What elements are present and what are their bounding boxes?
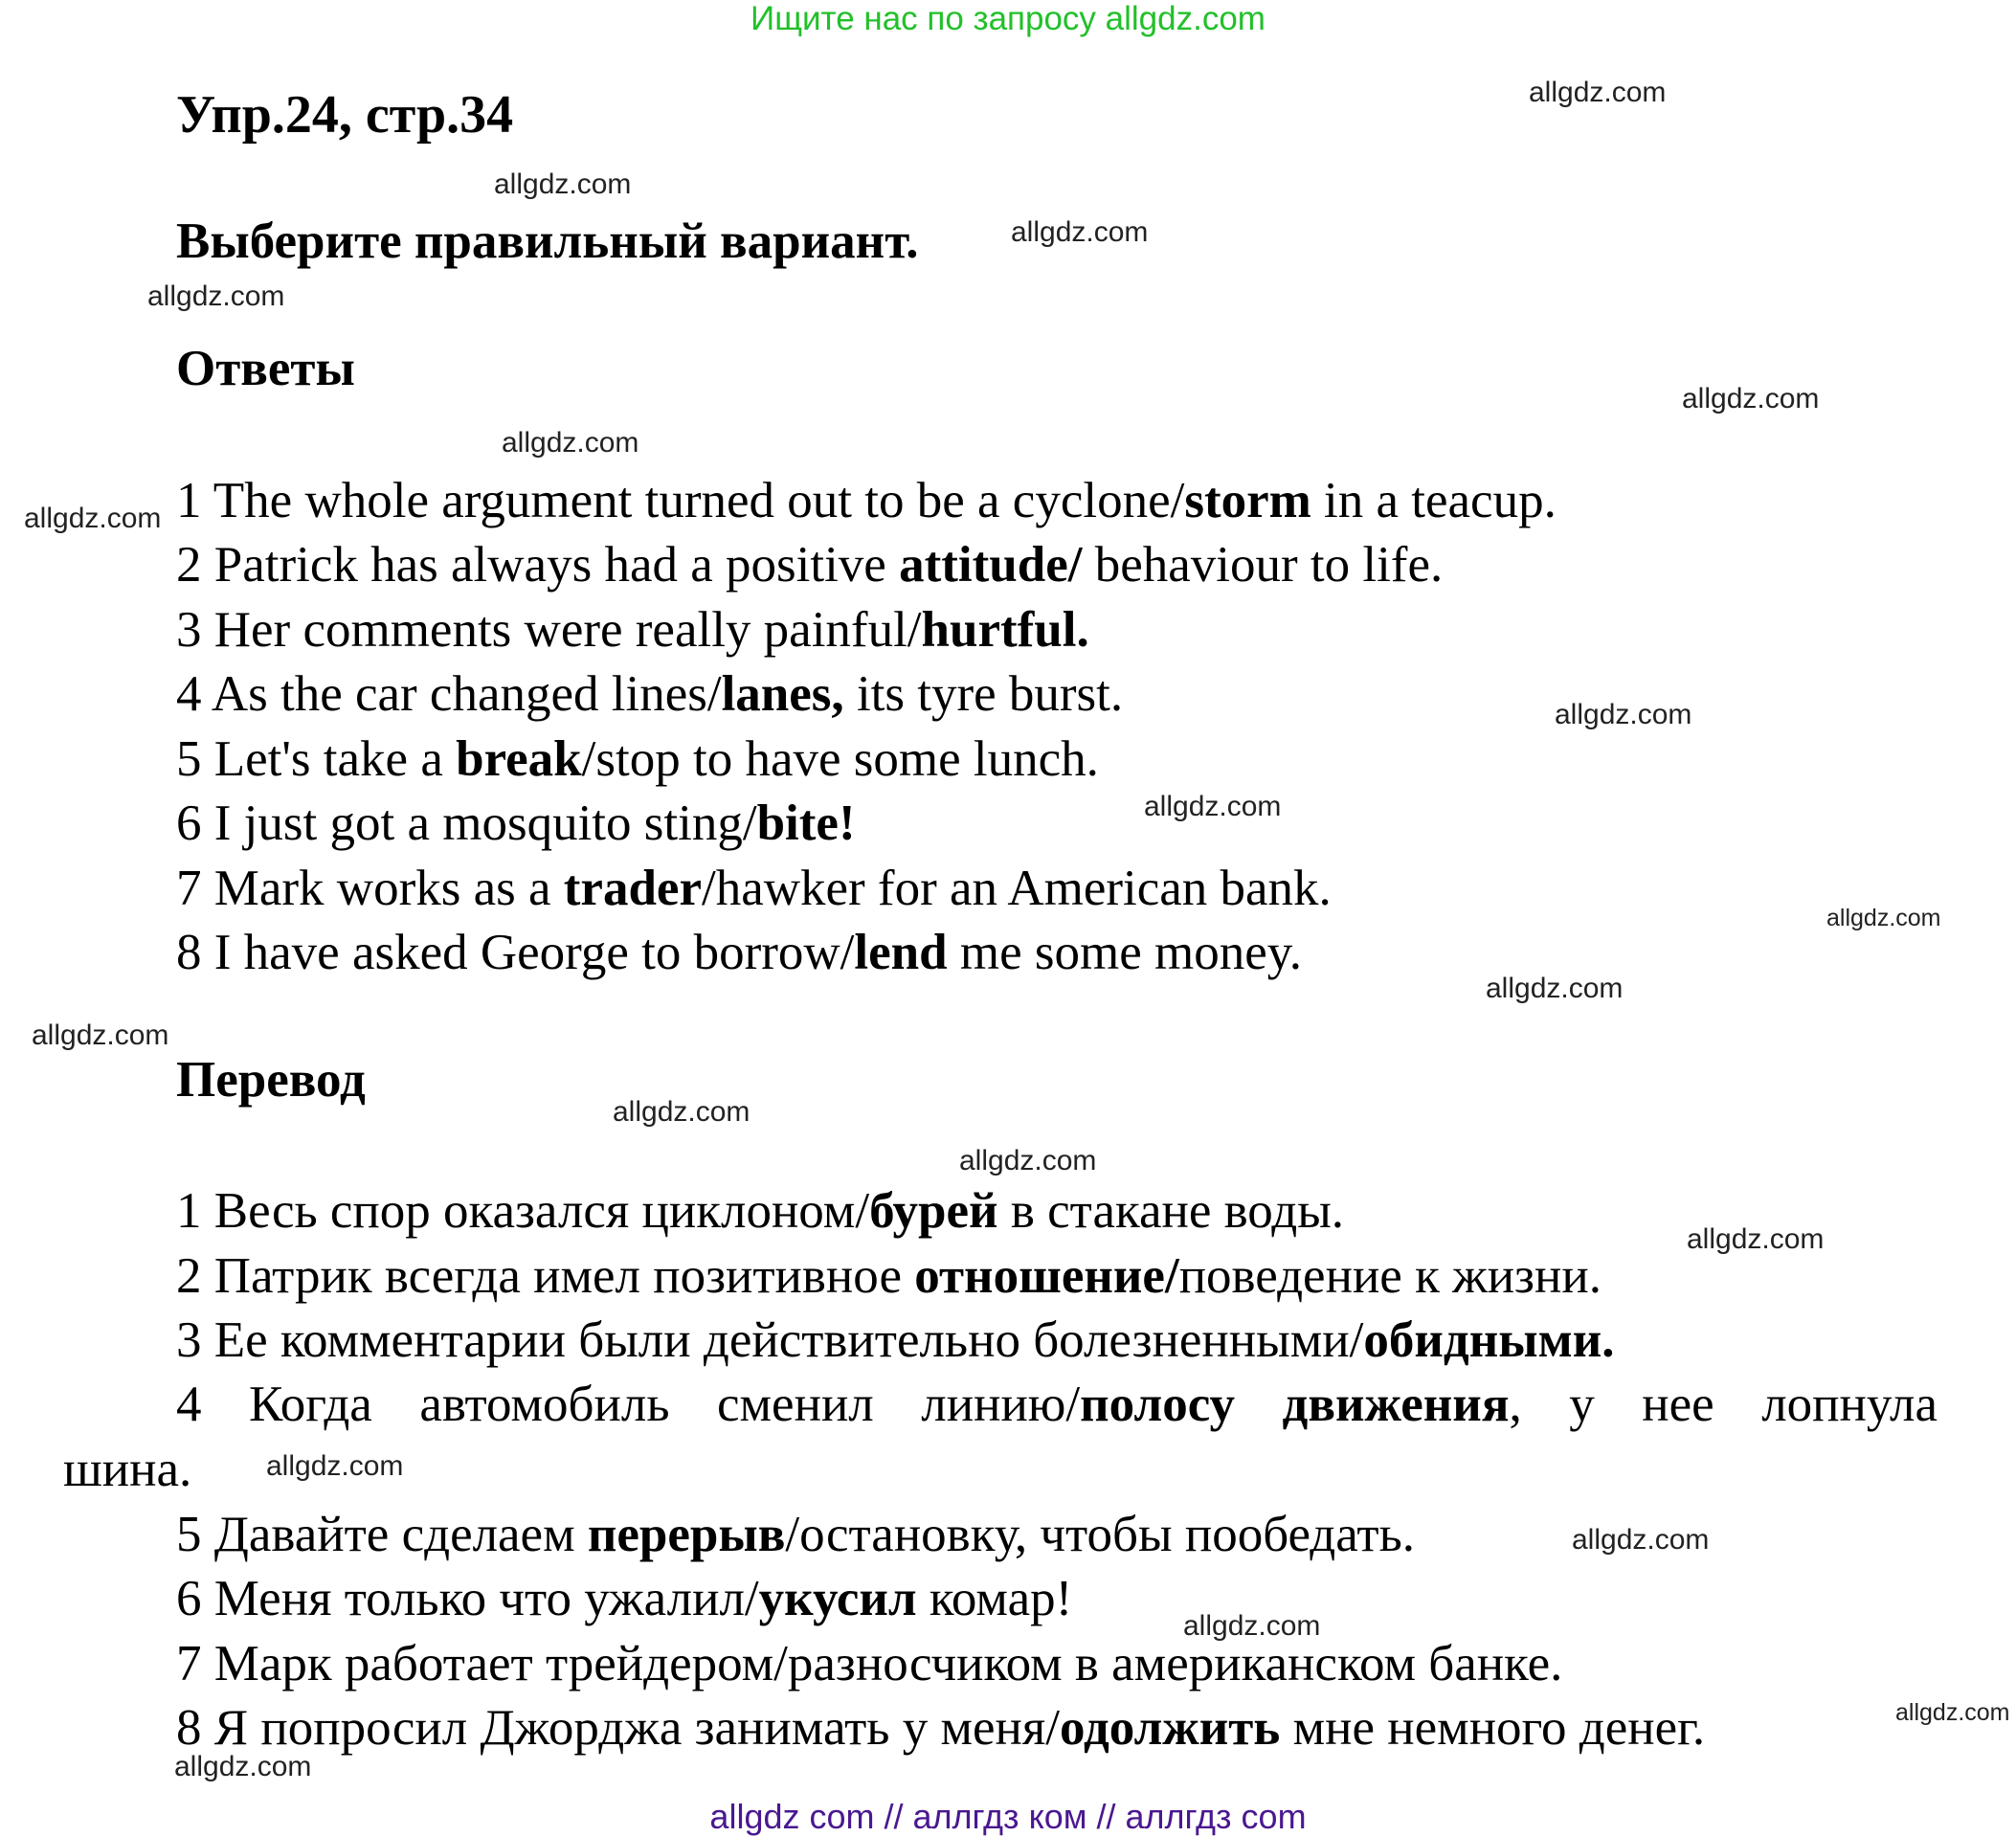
watermark: allgdz.com	[1687, 1223, 1825, 1255]
watermark: allgdz.com	[174, 1751, 312, 1782]
translation-line-4-wrap: шина.	[63, 1442, 192, 1497]
watermark: allgdz.com	[266, 1450, 404, 1482]
answer-line-8: 8 I have asked George to borrow/lend me some money.	[176, 925, 1303, 980]
watermark: allgdz.com	[502, 427, 639, 459]
translation-line-5: 5 Давайте сделаем перерыв/остановку, чтобы пообедать.	[176, 1507, 1416, 1562]
watermark: allgdz.com	[1572, 1524, 1710, 1556]
footer-links[interactable]: allgdz com // аллгдз ком // аллгдз com	[709, 1797, 1307, 1836]
search-banner[interactable]: Ищите нас по запросу allgdz.com	[750, 0, 1266, 37]
watermark: allgdz.com	[1826, 905, 1941, 931]
watermark: allgdz.com	[1555, 699, 1692, 730]
task-instruction: Выберите правильный вариант.	[176, 213, 919, 269]
watermark: allgdz.com	[32, 1019, 169, 1051]
watermark: allgdz.com	[1529, 77, 1667, 108]
translation-line-8: 8 Я попросил Джорджа занимать у меня/одолжить мне немного денег.	[176, 1700, 1706, 1756]
watermark: allgdz.com	[1895, 1699, 2010, 1726]
watermark: allgdz.com	[1682, 383, 1820, 414]
answer-line-2: 2 Patrick has always had a positive attitude/ behaviour to life.	[176, 537, 1444, 593]
watermark: allgdz.com	[1486, 973, 1624, 1004]
translation-line-7: 7 Марк работает трейдером/разносчиком в американском банке.	[176, 1636, 1563, 1691]
watermark: allgdz.com	[613, 1096, 750, 1128]
page-title: Упр.24, стр.34	[176, 85, 514, 145]
watermark: allgdz.com	[959, 1145, 1097, 1176]
answer-line-6: 6 I just got a mosquito sting/bite!	[176, 795, 856, 851]
translation-line-3: 3 Ее комментарии были действительно болезненными/обидными.	[176, 1312, 1615, 1368]
watermark: allgdz.com	[1011, 216, 1149, 248]
answer-line-3: 3 Her comments were really painful/hurtful.	[176, 602, 1089, 658]
translation-heading: Перевод	[176, 1052, 366, 1108]
answers-heading: Ответы	[176, 341, 355, 396]
translation-line-1: 1 Весь спор оказался циклоном/бурей в стакане воды.	[176, 1183, 1345, 1239]
translation-line-2: 2 Патрик всегда имел позитивное отношение/поведение к жизни.	[176, 1248, 1602, 1304]
answer-line-5: 5 Let's take a break/stop to have some lunch.	[176, 731, 1099, 787]
watermark: allgdz.com	[147, 280, 285, 312]
watermark: allgdz.com	[1144, 791, 1282, 822]
translation-line-4: 4 Когда автомобиль сменил линию/полосу движения, у нее лопнула	[176, 1377, 1938, 1432]
answer-line-1: 1 The whole argument turned out to be a cyclone/storm in a teacup.	[176, 473, 1557, 528]
answer-line-4: 4 As the car changed lines/lanes, its tyre burst.	[176, 666, 1124, 722]
watermark: allgdz.com	[494, 168, 632, 200]
watermark: allgdz.com	[24, 503, 162, 534]
translation-line-6: 6 Меня только что ужалил/укусил комар!	[176, 1571, 1073, 1626]
answer-line-7: 7 Mark works as a trader/hawker for an American bank.	[176, 861, 1332, 916]
watermark: allgdz.com	[1183, 1610, 1321, 1642]
